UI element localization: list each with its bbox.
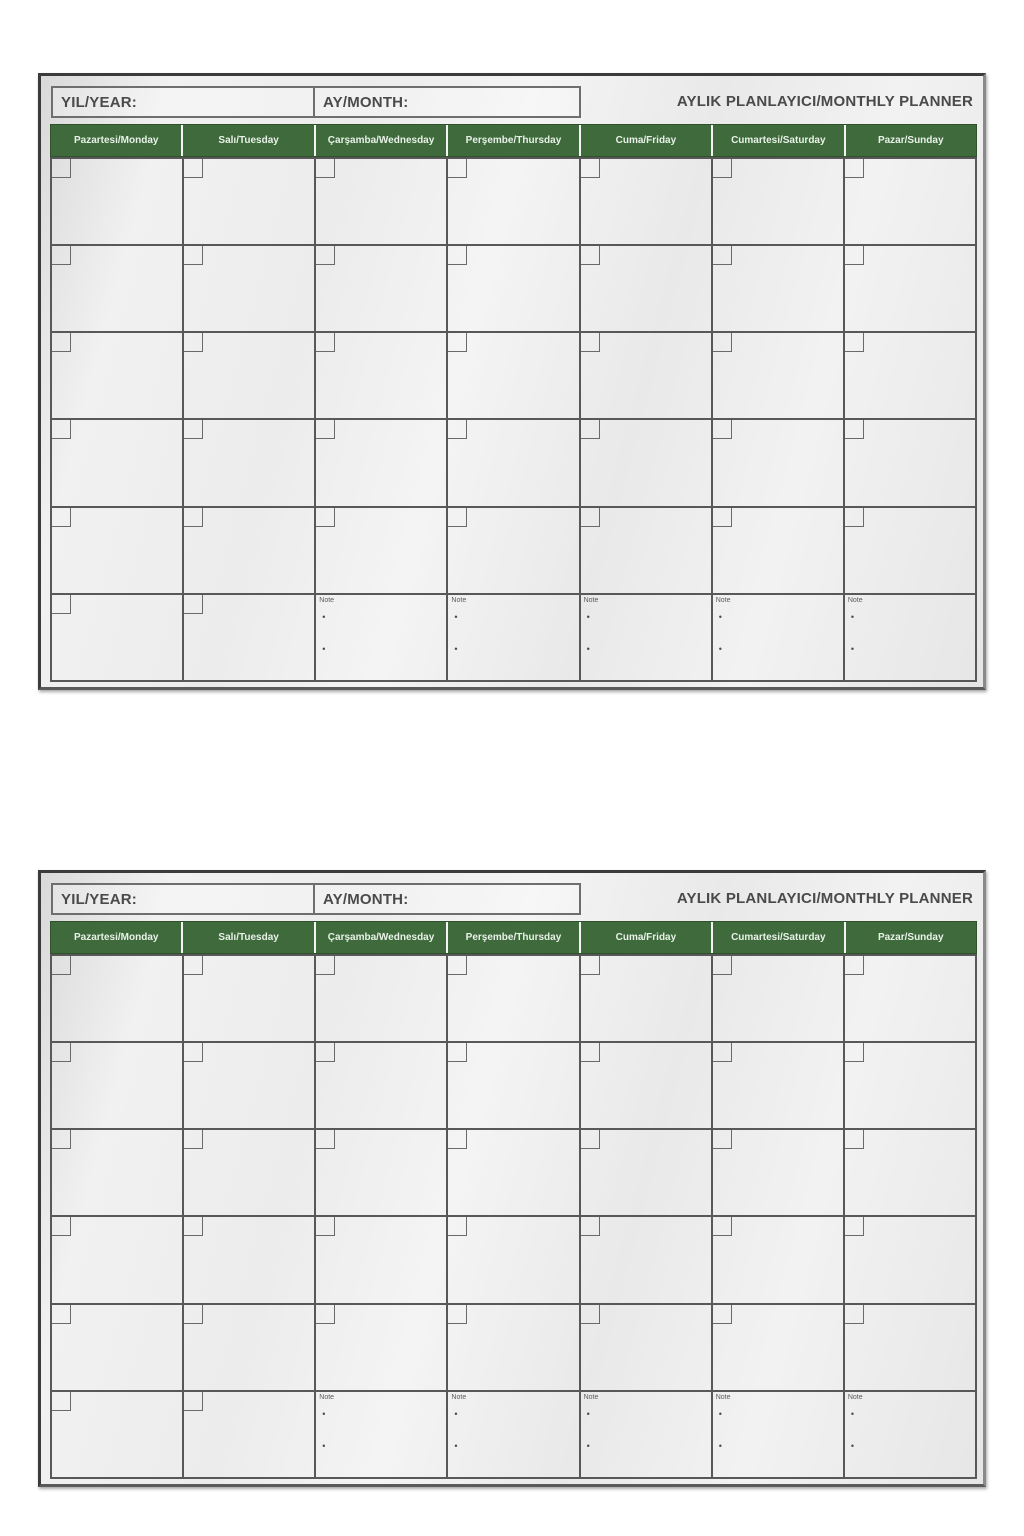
date-number-box [52, 420, 71, 439]
day-cell[interactable] [845, 1217, 977, 1304]
date-number-box [52, 1392, 71, 1411]
note-bullet: • [586, 1408, 590, 1419]
note-bullet: • [850, 643, 854, 654]
day-cell[interactable] [448, 508, 580, 595]
date-number-box [184, 1043, 203, 1062]
date-number-box [184, 159, 203, 178]
day-cell[interactable] [845, 1043, 977, 1130]
weekday-header: Cumartesi/Saturday [713, 125, 845, 156]
day-cell[interactable] [184, 595, 316, 682]
date-number-box [184, 420, 203, 439]
note-bullet: • [454, 611, 458, 622]
day-cell[interactable] [184, 1043, 316, 1130]
note-label: Note [583, 596, 599, 604]
day-cell[interactable] [316, 1043, 448, 1130]
weekday-header: Salı/Tuesday [183, 922, 315, 953]
weekday-header: Pazartesi/Monday [51, 922, 183, 953]
date-number-box [448, 1217, 467, 1236]
day-cell[interactable] [448, 159, 580, 246]
weekday-header: Cuma/Friday [581, 922, 713, 953]
day-cell[interactable] [316, 1130, 448, 1217]
date-number-box [713, 159, 732, 178]
date-number-box [713, 508, 732, 527]
date-number-box [52, 246, 71, 265]
date-number-box [581, 1217, 600, 1236]
day-cell[interactable] [52, 333, 184, 420]
date-number-box [316, 333, 335, 352]
note-label: Note [319, 596, 335, 604]
date-number-box [713, 246, 732, 265]
year-field[interactable] [53, 88, 315, 116]
day-cell[interactable] [448, 1043, 580, 1130]
note-bullet: • [454, 1440, 458, 1451]
note-bullet: • [850, 1408, 854, 1419]
date-number-box [316, 246, 335, 265]
note-label: Note [715, 596, 731, 604]
day-cell[interactable] [581, 246, 713, 333]
weekday-header: Cuma/Friday [581, 125, 713, 156]
day-cell[interactable] [581, 420, 713, 507]
day-cell[interactable] [52, 420, 184, 507]
day-cell[interactable] [316, 333, 448, 420]
day-cell[interactable] [581, 508, 713, 595]
day-cell[interactable] [52, 1392, 184, 1479]
note-bullet: • [586, 1440, 590, 1451]
day-cell[interactable] [52, 246, 184, 333]
note-bullet: • [586, 643, 590, 654]
day-cell[interactable] [52, 1217, 184, 1304]
day-cell[interactable] [448, 1130, 580, 1217]
note-bullet: • [454, 643, 458, 654]
date-number-box [581, 1130, 600, 1149]
day-cell[interactable] [713, 246, 845, 333]
date-number-box [581, 1043, 600, 1062]
date-number-box [845, 1130, 864, 1149]
date-number-box [845, 1305, 864, 1324]
day-cell[interactable] [581, 333, 713, 420]
date-number-box [845, 333, 864, 352]
day-cell[interactable] [448, 1305, 580, 1392]
day-cell[interactable] [448, 1217, 580, 1304]
planner-board-top [38, 73, 986, 690]
day-cell[interactable] [316, 420, 448, 507]
note-bullet: • [454, 1408, 458, 1419]
note-label: Note [847, 1393, 863, 1401]
day-cell[interactable] [845, 246, 977, 333]
day-cell[interactable] [52, 1130, 184, 1217]
month-label: AY/MONTH: [323, 890, 409, 908]
note-cell[interactable] [448, 595, 580, 682]
day-cell[interactable] [581, 159, 713, 246]
date-number-box [448, 508, 467, 527]
note-cell[interactable] [845, 1392, 977, 1479]
date-number-box [316, 1043, 335, 1062]
date-number-box [845, 1043, 864, 1062]
year-label: YIL/YEAR: [61, 93, 137, 111]
date-number-box [184, 956, 203, 975]
day-cell[interactable] [184, 1305, 316, 1392]
date-number-box [52, 1217, 71, 1236]
weekday-header-row [50, 124, 977, 157]
date-number-box [713, 1130, 732, 1149]
weekday-header: Cumartesi/Saturday [713, 922, 845, 953]
day-cell[interactable] [184, 333, 316, 420]
day-cell[interactable] [52, 1043, 184, 1130]
day-cell[interactable] [316, 508, 448, 595]
day-cell[interactable] [845, 420, 977, 507]
date-number-box [713, 333, 732, 352]
date-number-box [52, 159, 71, 178]
date-number-box [581, 246, 600, 265]
date-number-box [184, 1392, 203, 1411]
day-cell[interactable] [184, 159, 316, 246]
day-cell[interactable] [184, 1392, 316, 1479]
note-cell[interactable] [316, 1392, 448, 1479]
day-cell[interactable] [581, 1217, 713, 1304]
note-bullet: • [718, 1408, 722, 1419]
day-cell[interactable] [448, 956, 580, 1043]
date-number-box [316, 159, 335, 178]
date-number-box [316, 1217, 335, 1236]
date-number-box [316, 508, 335, 527]
day-cell[interactable] [316, 956, 448, 1043]
day-cell[interactable] [845, 159, 977, 246]
day-cell[interactable] [52, 159, 184, 246]
day-cell[interactable] [845, 508, 977, 595]
note-bullet: • [718, 611, 722, 622]
date-number-box [713, 1217, 732, 1236]
month-field[interactable] [315, 88, 579, 116]
date-number-box [316, 1305, 335, 1324]
date-number-box [448, 333, 467, 352]
day-cell[interactable] [845, 1305, 977, 1392]
day-cell[interactable] [713, 420, 845, 507]
weekday-header: Perşembe/Thursday [448, 922, 580, 953]
year-field[interactable] [53, 885, 315, 913]
day-cell[interactable] [316, 246, 448, 333]
date-number-box [448, 956, 467, 975]
calendar-grid [50, 921, 977, 1479]
date-number-box [448, 420, 467, 439]
date-number-box [316, 1130, 335, 1149]
planner-board-bottom [38, 870, 986, 1487]
date-number-box [581, 420, 600, 439]
date-number-box [448, 159, 467, 178]
date-number-box [448, 1043, 467, 1062]
date-number-box [184, 246, 203, 265]
day-cell[interactable] [713, 333, 845, 420]
day-cell[interactable] [316, 1217, 448, 1304]
day-cell[interactable] [845, 956, 977, 1043]
note-label: Note [583, 1393, 599, 1401]
date-number-box [52, 1130, 71, 1149]
weekday-header: Çarşamba/Wednesday [316, 922, 448, 953]
note-bullet: • [322, 1408, 326, 1419]
date-number-box [581, 159, 600, 178]
month-field[interactable] [315, 885, 579, 913]
day-cell[interactable] [713, 1217, 845, 1304]
date-number-box [316, 420, 335, 439]
weekday-header-row [50, 921, 977, 954]
date-number-box [448, 246, 467, 265]
date-number-box [581, 333, 600, 352]
day-cell[interactable] [52, 595, 184, 682]
date-number-box [448, 1305, 467, 1324]
date-number-box [184, 1130, 203, 1149]
note-cell[interactable] [581, 1392, 713, 1479]
day-cell[interactable] [52, 508, 184, 595]
day-cell[interactable] [581, 1130, 713, 1217]
day-cell[interactable] [184, 956, 316, 1043]
date-number-box [52, 595, 71, 614]
date-number-box [184, 1305, 203, 1324]
calendar-cells [50, 157, 977, 682]
note-cell[interactable] [448, 1392, 580, 1479]
day-cell[interactable] [845, 333, 977, 420]
note-label: Note [451, 1393, 467, 1401]
note-bullet: • [718, 1440, 722, 1451]
day-cell[interactable] [184, 1130, 316, 1217]
note-bullet: • [322, 1440, 326, 1451]
date-number-box [52, 956, 71, 975]
day-cell[interactable] [316, 1305, 448, 1392]
date-number-box [52, 1305, 71, 1324]
date-number-box [448, 1130, 467, 1149]
note-cell[interactable] [713, 595, 845, 682]
date-number-box [845, 159, 864, 178]
day-cell[interactable] [581, 956, 713, 1043]
note-cell[interactable] [713, 1392, 845, 1479]
weekday-header: Perşembe/Thursday [448, 125, 580, 156]
date-number-box [581, 508, 600, 527]
note-label: Note [847, 596, 863, 604]
date-number-box [184, 333, 203, 352]
note-bullet: • [322, 611, 326, 622]
date-number-box [581, 1305, 600, 1324]
note-bullet: • [718, 643, 722, 654]
weekday-header: Çarşamba/Wednesday [316, 125, 448, 156]
note-label: Note [715, 1393, 731, 1401]
day-cell[interactable] [184, 508, 316, 595]
note-bullet: • [322, 643, 326, 654]
weekday-header: Pazar/Sunday [877, 932, 944, 943]
year-label: YIL/YEAR: [61, 890, 137, 908]
calendar-grid [50, 124, 977, 682]
day-cell[interactable] [713, 159, 845, 246]
date-number-box [52, 333, 71, 352]
note-bullet: • [850, 1440, 854, 1451]
planner-title: AYLIK PLANLAYICI/MONTHLY PLANNER [676, 93, 973, 110]
day-cell[interactable] [52, 1305, 184, 1392]
note-cell[interactable] [581, 595, 713, 682]
day-cell[interactable] [448, 246, 580, 333]
day-cell[interactable] [845, 1130, 977, 1217]
date-number-box [845, 1217, 864, 1236]
note-cell[interactable] [845, 595, 977, 682]
date-number-box [845, 246, 864, 265]
date-number-box [581, 956, 600, 975]
day-cell[interactable] [713, 956, 845, 1043]
date-number-box [52, 508, 71, 527]
note-bullet: • [850, 611, 854, 622]
date-number-box [184, 595, 203, 614]
calendar-cells [50, 954, 977, 1479]
date-number-box [713, 956, 732, 975]
weekday-header: Salı/Tuesday [183, 125, 315, 156]
date-number-box [713, 1043, 732, 1062]
planner-title: AYLIK PLANLAYICI/MONTHLY PLANNER [676, 890, 973, 907]
day-cell[interactable] [316, 159, 448, 246]
day-cell[interactable] [52, 956, 184, 1043]
date-number-box [845, 508, 864, 527]
date-number-box [845, 956, 864, 975]
month-label: AY/MONTH: [323, 93, 409, 111]
weekday-header: Pazartesi/Monday [51, 125, 183, 156]
note-cell[interactable] [316, 595, 448, 682]
date-number-box [713, 1305, 732, 1324]
date-number-box [184, 508, 203, 527]
day-cell[interactable] [713, 508, 845, 595]
note-bullet: • [586, 611, 590, 622]
day-cell[interactable] [184, 420, 316, 507]
day-cell[interactable] [581, 1043, 713, 1130]
date-number-box [52, 1043, 71, 1062]
day-cell[interactable] [713, 1130, 845, 1217]
date-number-box [316, 956, 335, 975]
day-cell[interactable] [713, 1305, 845, 1392]
note-label: Note [451, 596, 467, 604]
date-number-box [184, 1217, 203, 1236]
date-number-box [845, 420, 864, 439]
day-cell[interactable] [581, 1305, 713, 1392]
date-number-box [713, 420, 732, 439]
day-cell[interactable] [184, 246, 316, 333]
header-fields [51, 86, 581, 118]
day-cell[interactable] [448, 333, 580, 420]
day-cell[interactable] [184, 1217, 316, 1304]
day-cell[interactable] [713, 1043, 845, 1130]
weekday-header: Pazar/Sunday [877, 135, 944, 146]
header-fields [51, 883, 581, 915]
note-label: Note [319, 1393, 335, 1401]
day-cell[interactable] [448, 420, 580, 507]
